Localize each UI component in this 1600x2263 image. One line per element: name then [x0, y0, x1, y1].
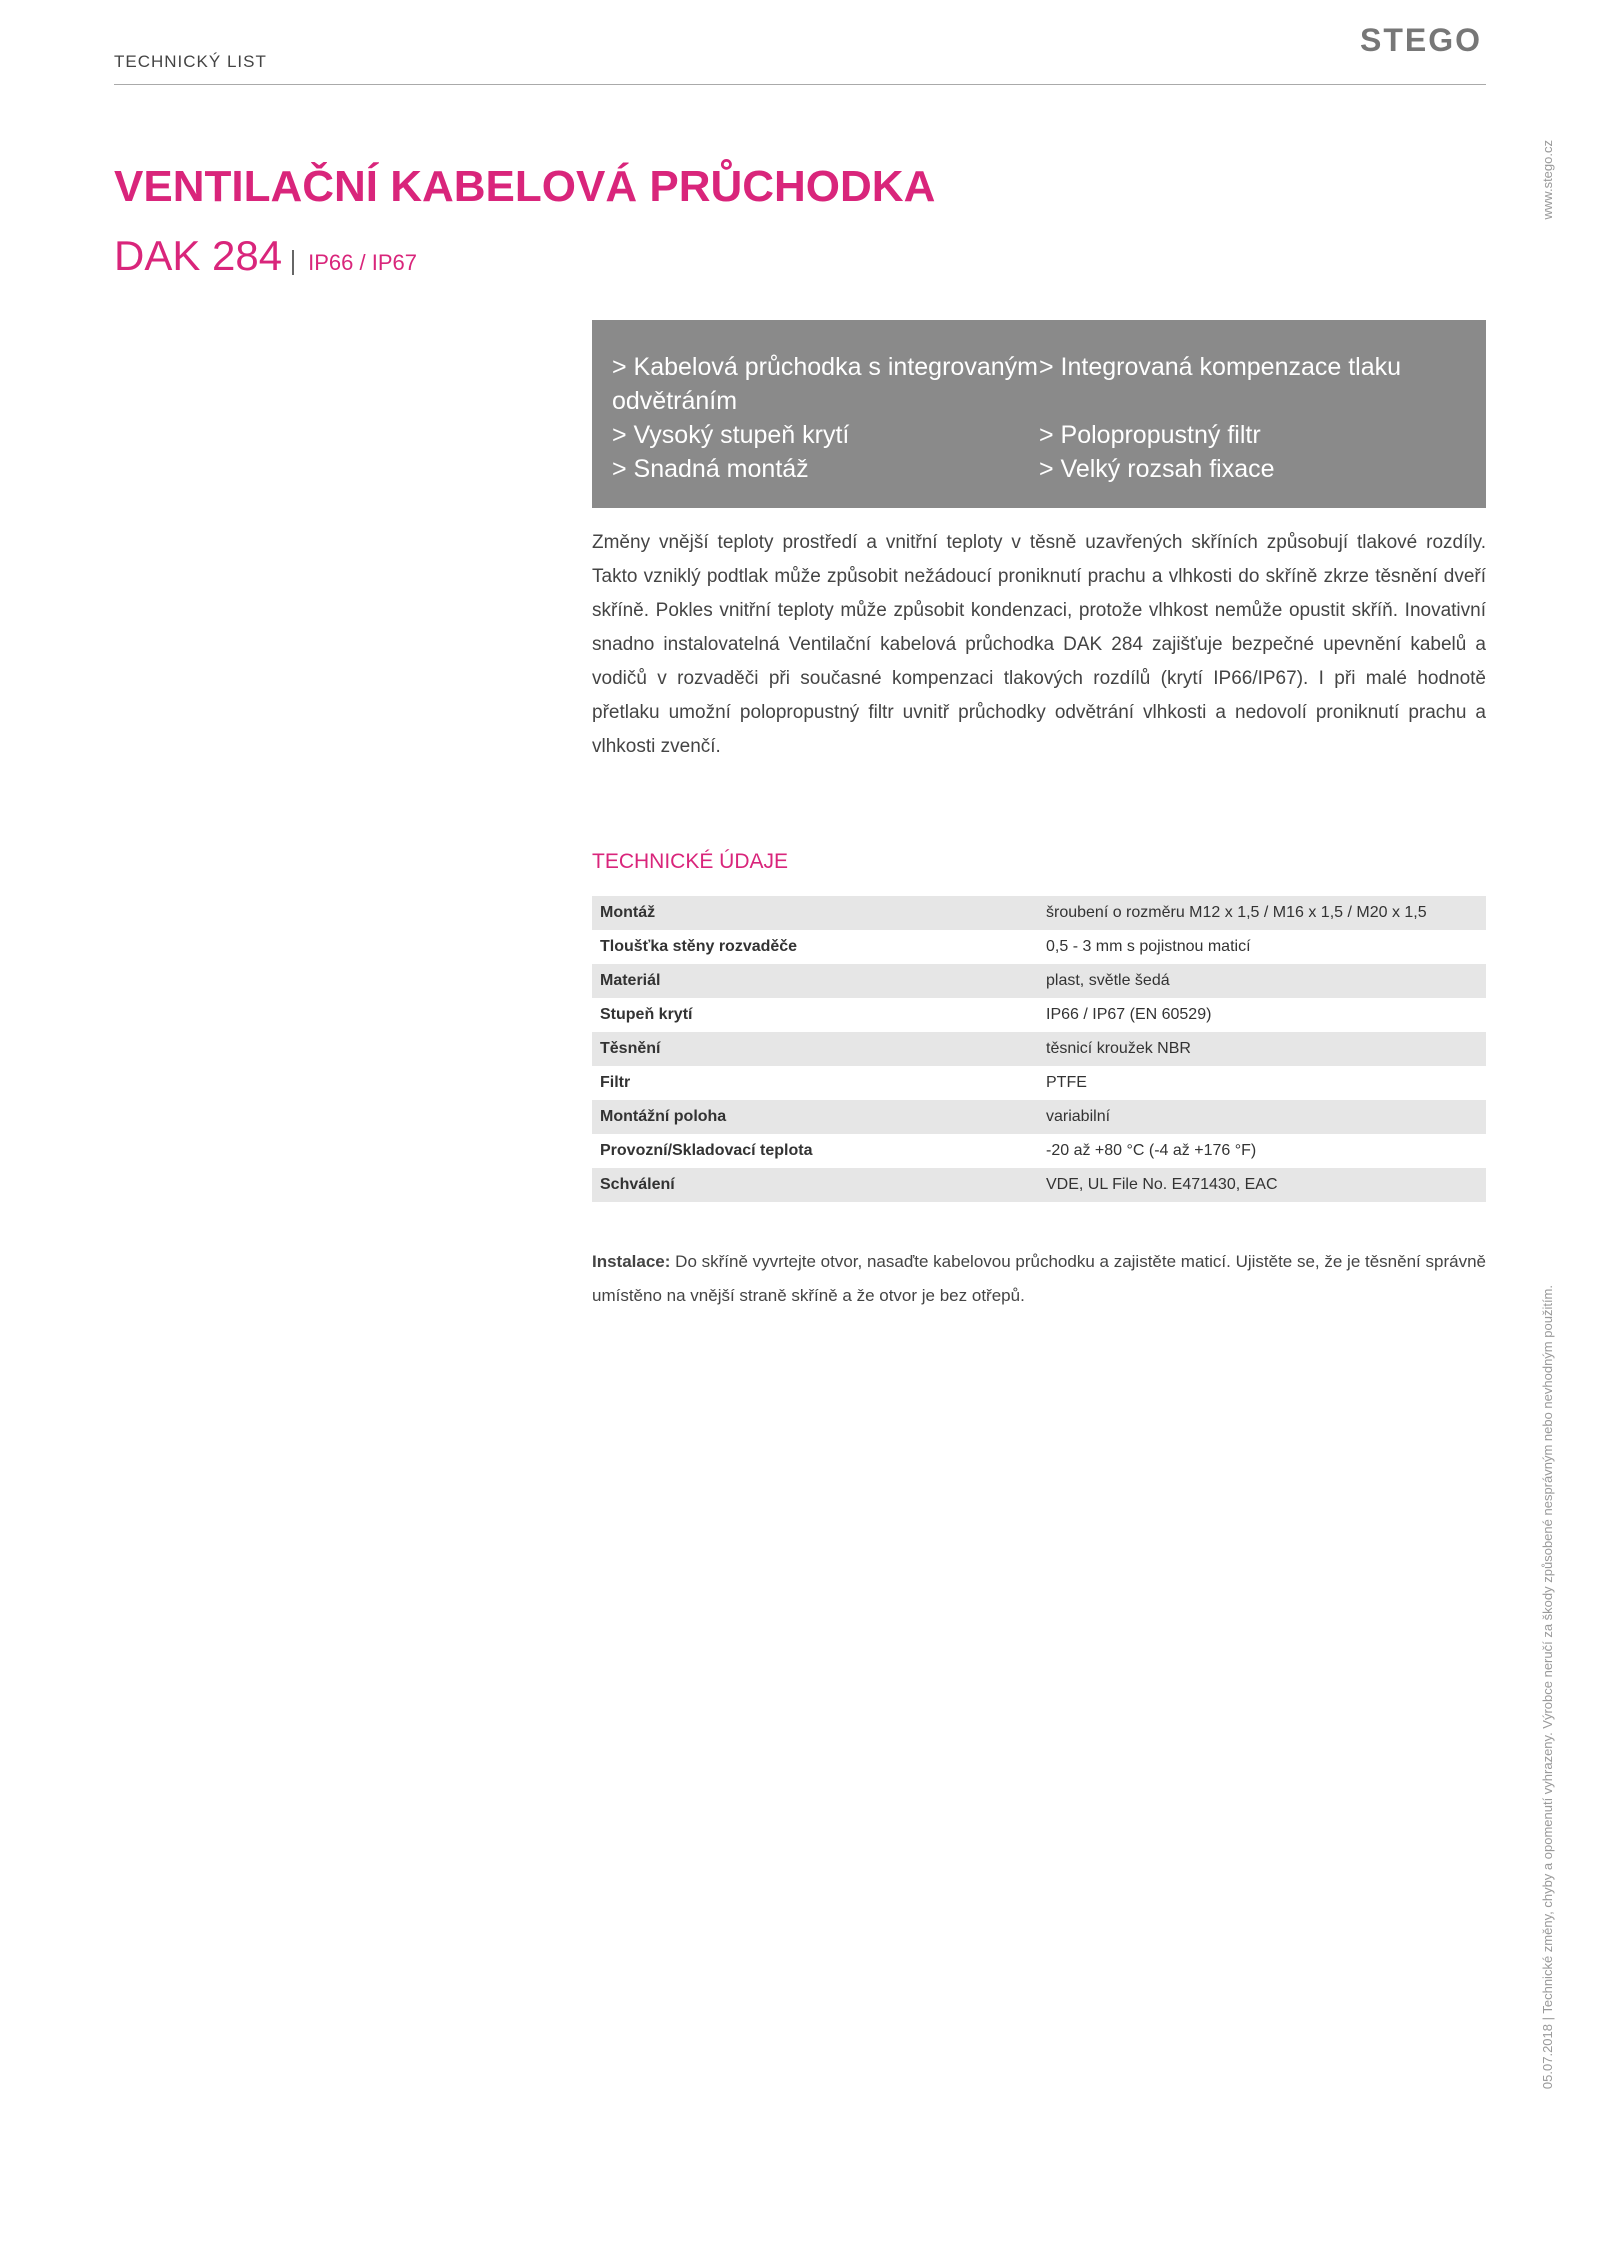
side-note: 05.07.2018 | Technické změny, chyby a opomenutí vyhrazeny. Výrobce neručí za škody způsobené nesprávným nebo nevhodným použitím. [1540, 1285, 1555, 2090]
feature-item: > Velký rozsah fixace [1039, 455, 1275, 483]
table-row: Montážní poloha variabilní [592, 1100, 1486, 1134]
feature-item: > Integrovaná kompenzace tlaku [1039, 353, 1402, 381]
table-row: Montáž šroubení o rozměru M12 x 1,5 / M16 x 1,5 / M20 x 1,5 [592, 896, 1486, 930]
feature-item: > Snadná montáž [612, 455, 809, 483]
header-divider [114, 84, 1486, 85]
stego-logo: STEGO [1360, 22, 1483, 58]
page-title: VENTILAČNÍ KABELOVÁ PRŮCHODKA [114, 162, 936, 211]
table-row: Tloušťka stěny rozvaděče 0,5 - 3 mm s pojistnou maticí [600, 938, 1251, 955]
table-row: Filtr PTFE [600, 1074, 1087, 1091]
table-row: Schválení VDE, UL File No. E471430, EAC [592, 1168, 1486, 1202]
side-url[interactable]: www.stego.cz [1540, 140, 1555, 220]
feature-item: > Polopropustný filtr [1039, 421, 1261, 449]
model-line [114, 232, 417, 280]
table-row: Materiál plast, světle šedá [592, 964, 1486, 998]
feature-box [592, 320, 1486, 508]
table-row: Těsnění těsnicí kroužek NBR [592, 1032, 1486, 1066]
table-row: Stupeň krytí IP66 / IP67 (EN 60529) [600, 1006, 1212, 1023]
spec-table [592, 896, 1486, 1202]
feature-item: > Kabelová průchodka s integrovaným odvětráním [612, 353, 1038, 415]
installation-note: Instalace: Do skříně vyvrtejte otvor, nasaďte kabelovou průchodku a zajistěte maticí. Ujistěte se, že je těsnění správně umístěno na vnější straně skříně a že otvor je bez otřepů. [592, 1252, 1486, 1305]
protection: IP66 / IP67 [292, 250, 417, 275]
tech-title: TECHNICKÉ ÚDAJE [592, 850, 789, 873]
model: DAK 284 [114, 232, 283, 279]
table-row: Provozní/Skladovací teplota -20 až +80 °C (-4 až +176 °F) [600, 1142, 1257, 1159]
feature-item: > Vysoký stupeň krytí [612, 421, 850, 449]
description: Změny vnější teploty prostředí a vnitřní teploty v těsně uzavřených skříních způsobují tlakové rozdíly. Takto vzniklý podtlak může způsobit nežádoucí proniknutí prachu a vlhkosti do skříně zkrze těsnění dveří skříně. Pokles vnitřní teploty může způsobit kondenzaci, protože vlhkost nemůže opustit skříň. Inovativní snadno instalovatelná Ventilační kabelová průchodka DAK 284 zajišťuje bezpečné upevnění kabelů a vodičů v rozvaděči při současné kompenzaci tlakových rozdílů (krytí IP66/IP67). I při malé hodnotě přetlaku umožní polopropustný filtr uvnitř průchodky odvětrání vlhkosti a nedovolí proniknutí prachu a vlhkosti zvenčí. [592, 532, 1486, 757]
doc-type: TECHNICKÝ LIST [114, 52, 267, 71]
